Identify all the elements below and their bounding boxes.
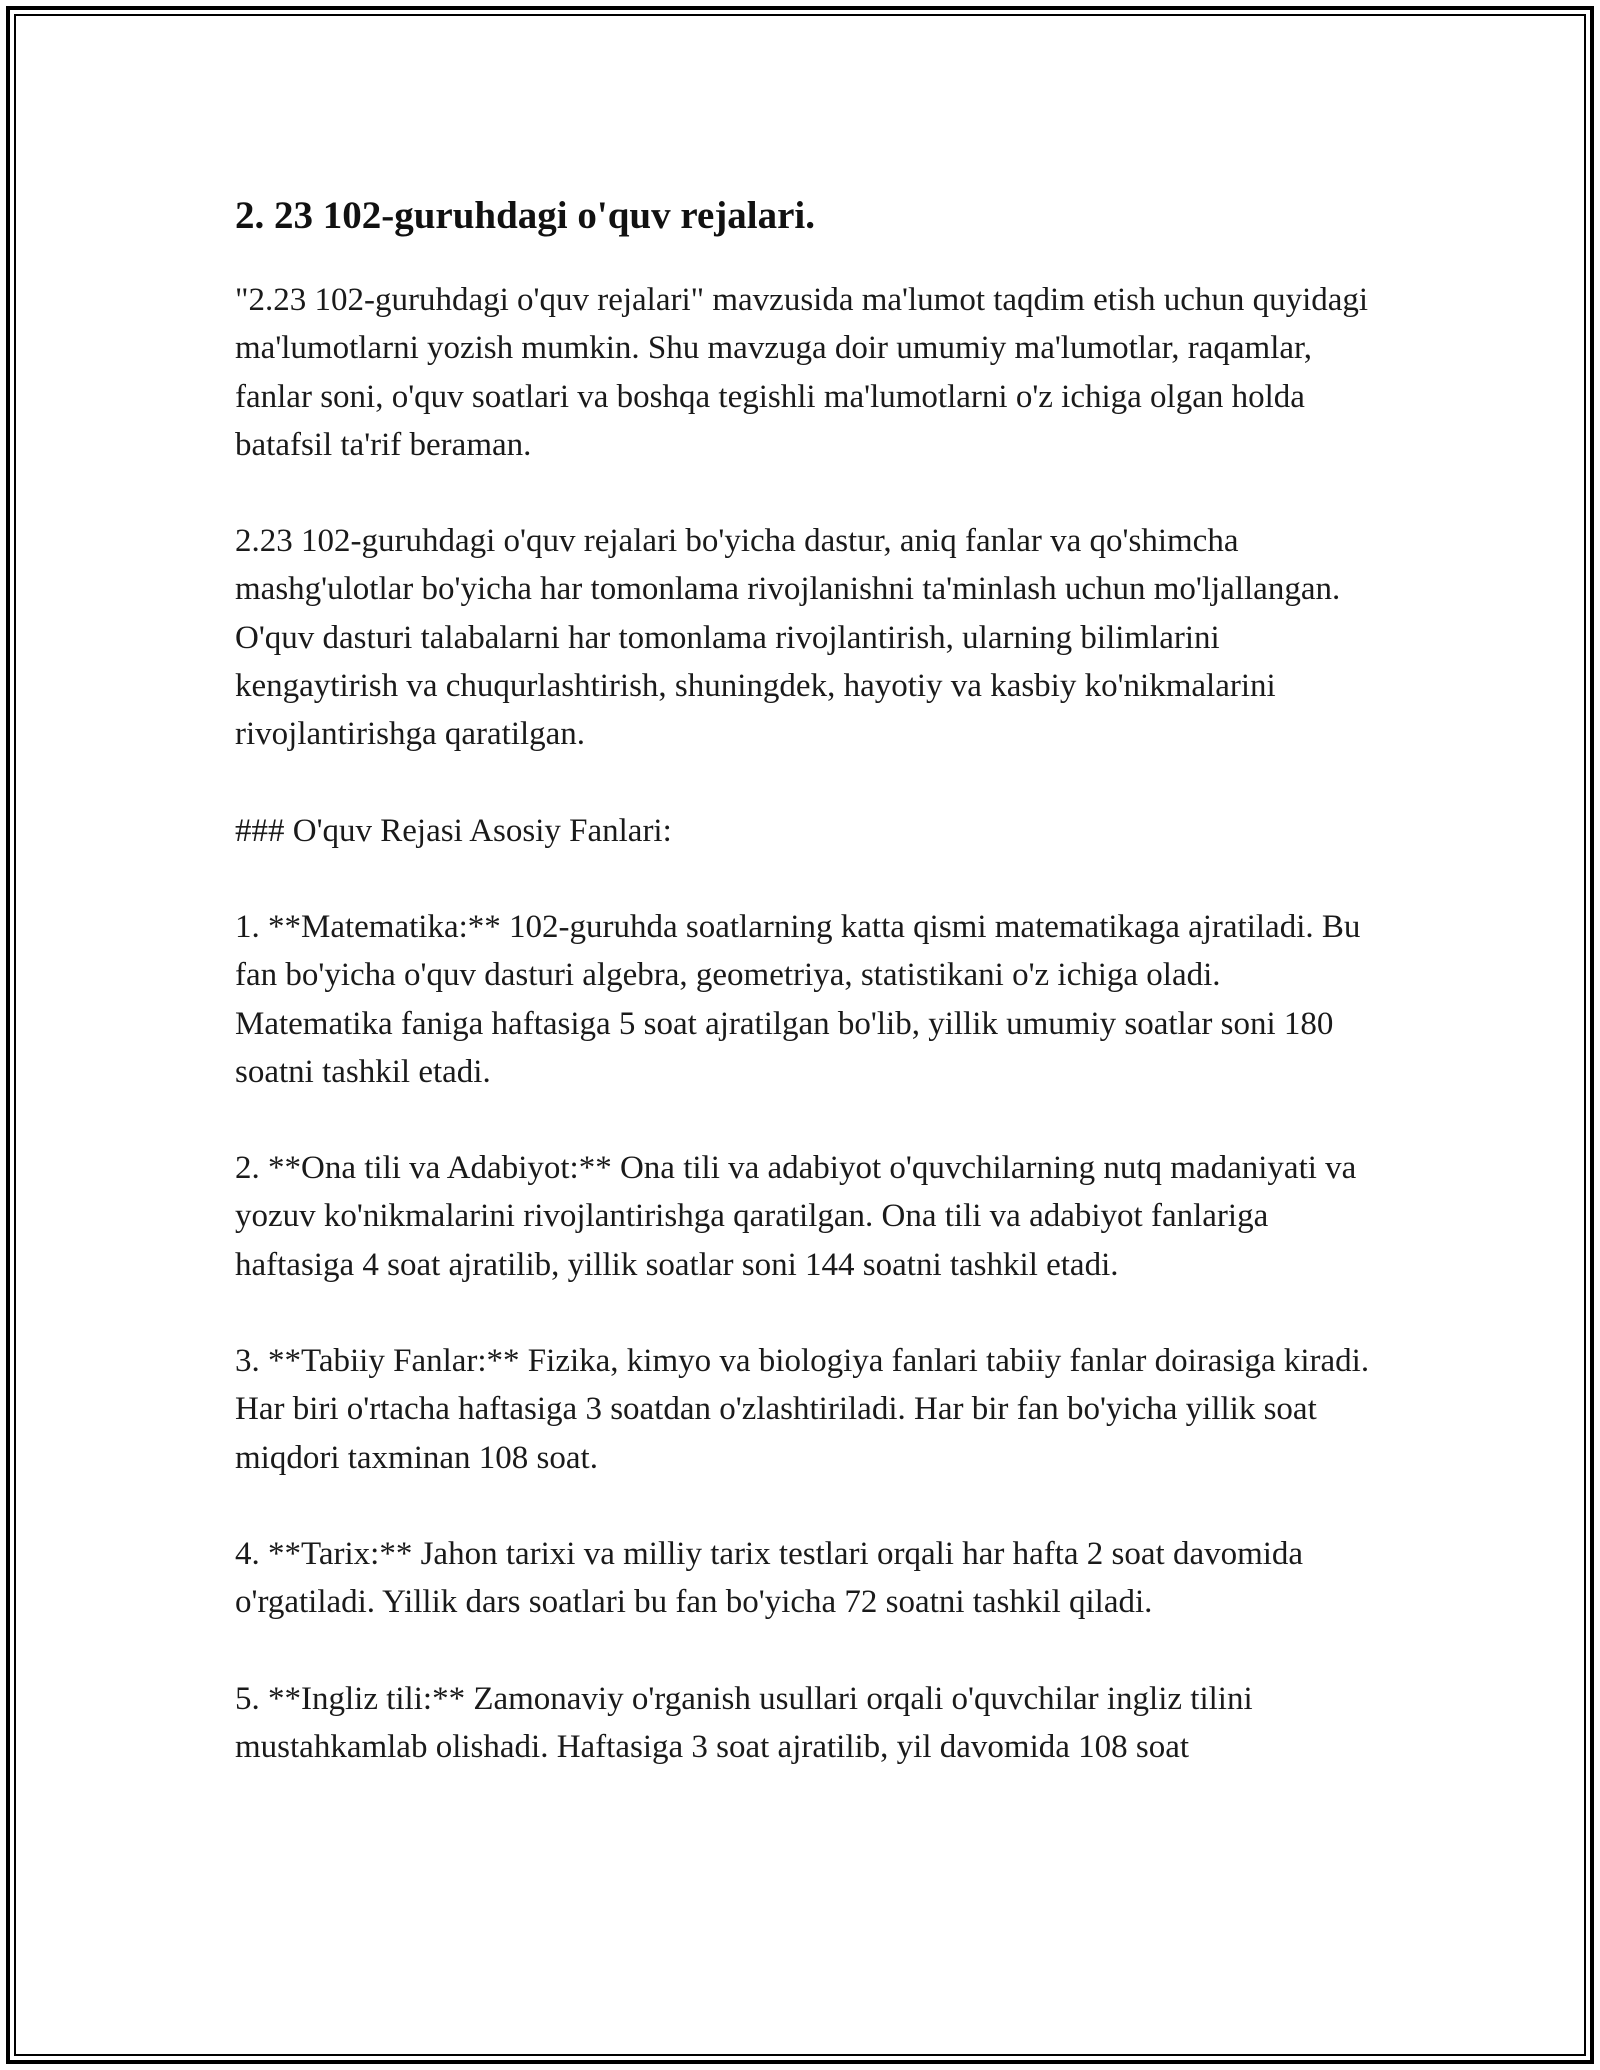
document-body [235, 188, 1375, 1819]
list-item-ona-tili: 2. **Ona tili va Adabiyot:** Ona tili va adabiyot o'quvchilarning nutq madaniyati va yozuv ko'nikmalarini rivojlantirishga qaratilgan. Ona tili va adabiyot fanlariga haftasiga 4 soat ajratilib, yillik soatlar soni 144 soatni tashkil etadi. [235, 1150, 1357, 1283]
list-item-ingliz-tili: 5. **Ingliz tili:** Zamonaviy o'rganish usullari orqali o'quvchilar ingliz tilini mustahkamlab olishadi. Haftasiga 3 soat ajratilib, yil davomida 108 soat [235, 1680, 1253, 1765]
paragraph-overview: 2.23 102-guruhdagi o'quv rejalari bo'yicha dastur, aniq fanlar va qo'shimcha mashg'ulotlar bo'yicha har tomonlama rivojlanishni ta'minlash uchun mo'ljallangan. O'quv dasturi talabalarni har tomonlama rivojlantirish, ularning bilimlarini kengaytirish va chuqurlashtirish, shuningdek, hayotiy va kasbiy ko'nikmalarini rivojlantirishga qaratilgan. [235, 523, 1341, 753]
paragraph-intro: "2.23 102-guruhdagi o'quv rejalari" mavzusida ma'lumot taqdim etish uchun quyidagi ma'lumotlarni yozish mumkin. Shu mavzuga doir umumiy ma'lumotlar, raqamlar, fanlar soni, o'quv soatlari va boshqa tegishli ma'lumotlarni o'z ichiga olgan holda batafsil ta'rif beraman. [235, 282, 1369, 463]
document-title: 2. 23 102-guruhdagi o'quv rejalari. [235, 194, 815, 237]
list-item-matematika: 1. **Matematika:** 102-guruhda soatlarning katta qismi matematikaga ajratiladi. Bu fan bo'yicha o'quv dasturi algebra, geometriya, statistikani o'z ichiga oladi. Matematika faniga haftasiga 5 soat ajratilgan bo'lib, yillik umumiy soatlar soni 180 soatni tashkil etadi. [235, 908, 1361, 1090]
list-item-tabiiy-fanlar: 3. **Tabiiy Fanlar:** Fizika, kimyo va biologiya fanlari tabiiy fanlar doirasiga kiradi. Har biri o'rtacha haftasiga 3 soatdan o'zlashtiriladi. Har bir fan bo'yicha yillik soat miqdori taxminan 108 soat. [235, 1343, 1370, 1476]
section-heading: ### O'quv Rejasi Asosiy Fanlari: [235, 812, 672, 849]
list-item-tarix: 4. **Tarix:** Jahon tarixi va milliy tarix testlari orqali har hafta 2 soat davomida o'rgatiladi. Yillik dars soatlari bu fan bo'yicha 72 soatni tashkil qiladi. [235, 1535, 1304, 1621]
